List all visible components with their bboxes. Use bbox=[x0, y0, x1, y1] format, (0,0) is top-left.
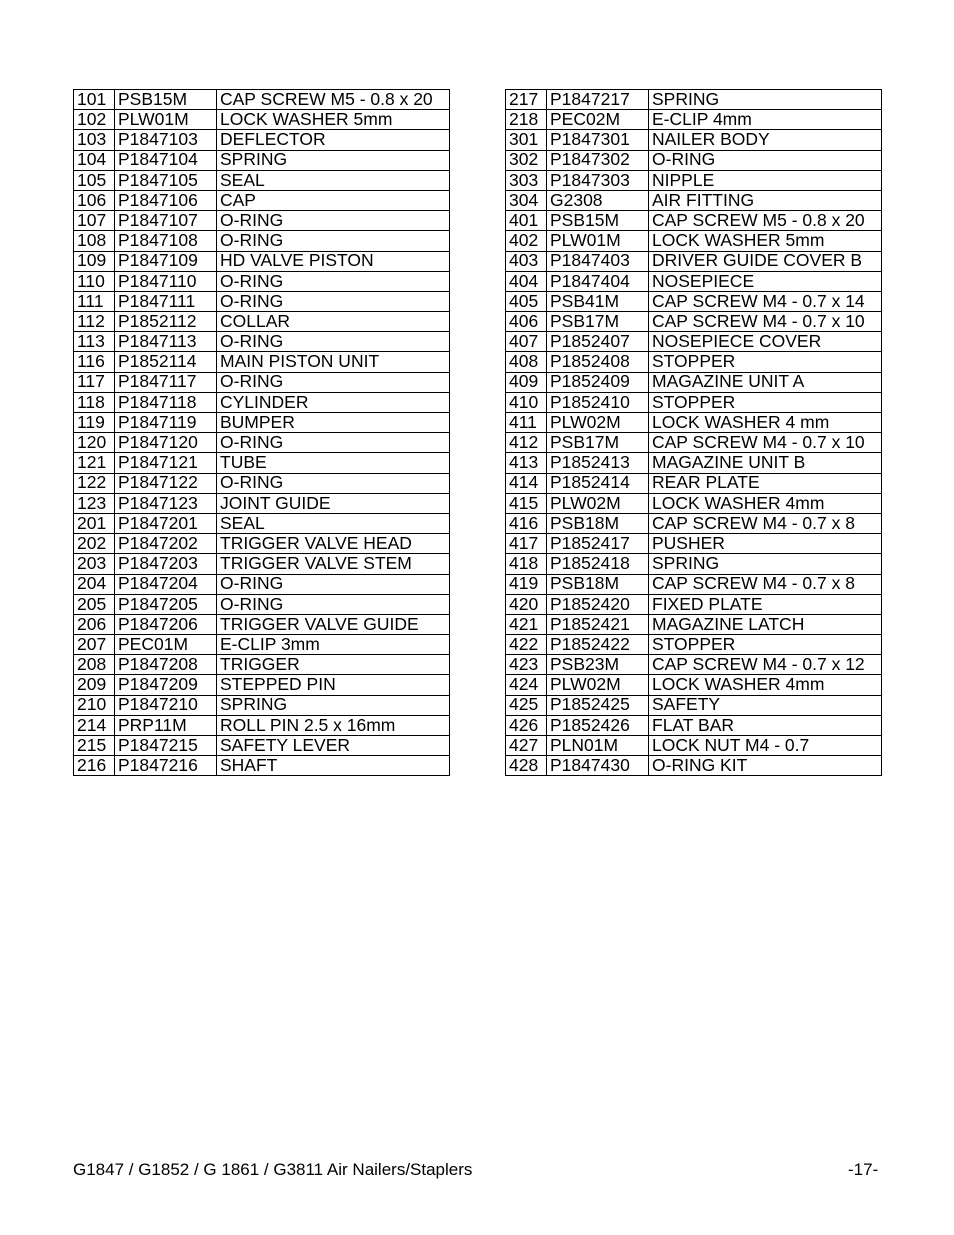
table-row bbox=[74, 554, 450, 574]
table-row bbox=[506, 312, 882, 332]
description: SEAL bbox=[217, 170, 450, 190]
table-row bbox=[506, 756, 882, 776]
ref-number: 203 bbox=[74, 554, 115, 574]
description: LOCK WASHER 5mm bbox=[649, 231, 882, 251]
ref-number: 103 bbox=[74, 130, 115, 150]
ref-number: 409 bbox=[506, 372, 547, 392]
ref-number: 411 bbox=[506, 413, 547, 433]
table-row bbox=[74, 332, 450, 352]
table-row bbox=[74, 291, 450, 311]
ref-number: 428 bbox=[506, 756, 547, 776]
description: CAP SCREW M5 - 0.8 x 20 bbox=[217, 90, 450, 110]
page-number: -17- bbox=[848, 1160, 879, 1179]
ref-number: 207 bbox=[74, 635, 115, 655]
ref-number: 404 bbox=[506, 271, 547, 291]
description: SAFETY LEVER bbox=[217, 736, 450, 756]
table-row bbox=[506, 675, 882, 695]
description: O-RING KIT bbox=[649, 756, 882, 776]
ref-number: 408 bbox=[506, 352, 547, 372]
ref-number: 120 bbox=[74, 433, 115, 453]
table-row bbox=[506, 695, 882, 715]
table-row bbox=[506, 554, 882, 574]
part-number: PEC01M bbox=[115, 635, 217, 655]
ref-number: 107 bbox=[74, 211, 115, 231]
ref-number: 425 bbox=[506, 695, 547, 715]
part-number: P1852425 bbox=[547, 695, 649, 715]
part-number: P1847105 bbox=[115, 170, 217, 190]
ref-number: 304 bbox=[506, 190, 547, 210]
table-row bbox=[74, 413, 450, 433]
part-number: P1847106 bbox=[115, 190, 217, 210]
ref-number: 209 bbox=[74, 675, 115, 695]
description: MAIN PISTON UNIT bbox=[217, 352, 450, 372]
part-number: PRP11M bbox=[115, 715, 217, 735]
table-row bbox=[74, 150, 450, 170]
table-row bbox=[506, 150, 882, 170]
part-number: PSB41M bbox=[547, 291, 649, 311]
part-number: PSB15M bbox=[547, 211, 649, 231]
ref-number: 206 bbox=[74, 614, 115, 634]
table-row bbox=[506, 332, 882, 352]
part-number: P1852418 bbox=[547, 554, 649, 574]
table-row bbox=[506, 534, 882, 554]
part-number: P1847103 bbox=[115, 130, 217, 150]
table-row bbox=[74, 534, 450, 554]
ref-number: 424 bbox=[506, 675, 547, 695]
description: BUMPER bbox=[217, 413, 450, 433]
part-number: PSB23M bbox=[547, 655, 649, 675]
description: O-RING bbox=[217, 372, 450, 392]
description: CAP SCREW M4 - 0.7 x 10 bbox=[649, 312, 882, 332]
description: CYLINDER bbox=[217, 392, 450, 412]
part-number: PLW01M bbox=[547, 231, 649, 251]
description: REAR PLATE bbox=[649, 473, 882, 493]
ref-number: 410 bbox=[506, 392, 547, 412]
description: SPRING bbox=[649, 90, 882, 110]
part-number: P1847206 bbox=[115, 614, 217, 634]
table-row bbox=[506, 433, 882, 453]
description: ROLL PIN 2.5 x 16mm bbox=[217, 715, 450, 735]
table-row bbox=[74, 211, 450, 231]
description: CAP SCREW M4 - 0.7 x 12 bbox=[649, 655, 882, 675]
ref-number: 417 bbox=[506, 534, 547, 554]
part-number: P1852417 bbox=[547, 534, 649, 554]
table-row bbox=[74, 190, 450, 210]
description: NAILER BODY bbox=[649, 130, 882, 150]
ref-number: 402 bbox=[506, 231, 547, 251]
table-row bbox=[506, 413, 882, 433]
description: SHAFT bbox=[217, 756, 450, 776]
part-number: PSB15M bbox=[115, 90, 217, 110]
description: CAP SCREW M4 - 0.7 x 8 bbox=[649, 574, 882, 594]
ref-number: 109 bbox=[74, 251, 115, 271]
table-row bbox=[506, 715, 882, 735]
part-number: PSB17M bbox=[547, 433, 649, 453]
description: O-RING bbox=[217, 433, 450, 453]
part-number: P1847301 bbox=[547, 130, 649, 150]
ref-number: 118 bbox=[74, 392, 115, 412]
table-row bbox=[506, 473, 882, 493]
table-row bbox=[74, 433, 450, 453]
table-row bbox=[74, 251, 450, 271]
description: DRIVER GUIDE COVER B bbox=[649, 251, 882, 271]
description: STOPPER bbox=[649, 635, 882, 655]
table-row bbox=[506, 614, 882, 634]
part-number: P1847209 bbox=[115, 675, 217, 695]
description: LOCK WASHER 4mm bbox=[649, 675, 882, 695]
table-row bbox=[506, 110, 882, 130]
ref-number: 205 bbox=[74, 594, 115, 614]
part-number: P1847120 bbox=[115, 433, 217, 453]
table-row bbox=[74, 574, 450, 594]
description: JOINT GUIDE bbox=[217, 493, 450, 513]
part-number: P1847302 bbox=[547, 150, 649, 170]
ref-number: 413 bbox=[506, 453, 547, 473]
part-number: P1852114 bbox=[115, 352, 217, 372]
ref-number: 112 bbox=[74, 312, 115, 332]
table-row bbox=[74, 695, 450, 715]
description: O-RING bbox=[217, 332, 450, 352]
part-number: PSB18M bbox=[547, 513, 649, 533]
description: PUSHER bbox=[649, 534, 882, 554]
description: LOCK NUT M4 - 0.7 bbox=[649, 736, 882, 756]
ref-number: 123 bbox=[74, 493, 115, 513]
table-row bbox=[506, 130, 882, 150]
part-number: P1847110 bbox=[115, 271, 217, 291]
description: TRIGGER VALVE GUIDE bbox=[217, 614, 450, 634]
part-number: P1852410 bbox=[547, 392, 649, 412]
ref-number: 403 bbox=[506, 251, 547, 271]
description: NOSEPIECE bbox=[649, 271, 882, 291]
table-row bbox=[506, 574, 882, 594]
table-row bbox=[506, 372, 882, 392]
description: CAP SCREW M4 - 0.7 x 14 bbox=[649, 291, 882, 311]
table-row bbox=[74, 655, 450, 675]
part-number: P1847121 bbox=[115, 453, 217, 473]
description: O-RING bbox=[217, 271, 450, 291]
table-row bbox=[74, 675, 450, 695]
table-row bbox=[74, 110, 450, 130]
table-row bbox=[74, 312, 450, 332]
description: NOSEPIECE COVER bbox=[649, 332, 882, 352]
ref-number: 303 bbox=[506, 170, 547, 190]
part-number: PLW02M bbox=[547, 493, 649, 513]
description: SPRING bbox=[217, 150, 450, 170]
part-number: P1847107 bbox=[115, 211, 217, 231]
part-number: P1847201 bbox=[115, 513, 217, 533]
part-number: P1847203 bbox=[115, 554, 217, 574]
ref-number: 407 bbox=[506, 332, 547, 352]
description: TRIGGER VALVE STEM bbox=[217, 554, 450, 574]
ref-number: 108 bbox=[74, 231, 115, 251]
description: CAP SCREW M5 - 0.8 x 20 bbox=[649, 211, 882, 231]
part-number: P1847403 bbox=[547, 251, 649, 271]
ref-number: 415 bbox=[506, 493, 547, 513]
part-number: P1847204 bbox=[115, 574, 217, 594]
ref-number: 102 bbox=[74, 110, 115, 130]
table-row bbox=[74, 594, 450, 614]
table-row bbox=[74, 635, 450, 655]
table-row bbox=[74, 756, 450, 776]
table-row bbox=[506, 453, 882, 473]
ref-number: 418 bbox=[506, 554, 547, 574]
description: E-CLIP 3mm bbox=[217, 635, 450, 655]
part-number: P1847111 bbox=[115, 291, 217, 311]
part-number: P1847430 bbox=[547, 756, 649, 776]
part-number: PLW02M bbox=[547, 675, 649, 695]
ref-number: 105 bbox=[74, 170, 115, 190]
part-number: PLN01M bbox=[547, 736, 649, 756]
description: LOCK WASHER 4mm bbox=[649, 493, 882, 513]
description: CAP SCREW M4 - 0.7 x 10 bbox=[649, 433, 882, 453]
ref-number: 104 bbox=[74, 150, 115, 170]
description: CAP bbox=[217, 190, 450, 210]
part-number: P1852420 bbox=[547, 594, 649, 614]
part-number: P1847113 bbox=[115, 332, 217, 352]
description: TUBE bbox=[217, 453, 450, 473]
ref-number: 216 bbox=[74, 756, 115, 776]
part-number: P1847117 bbox=[115, 372, 217, 392]
ref-number: 201 bbox=[74, 513, 115, 533]
part-number: P1852112 bbox=[115, 312, 217, 332]
description: TRIGGER bbox=[217, 655, 450, 675]
table-row bbox=[74, 130, 450, 150]
table-row bbox=[506, 231, 882, 251]
ref-number: 117 bbox=[74, 372, 115, 392]
ref-number: 215 bbox=[74, 736, 115, 756]
part-number: P1852422 bbox=[547, 635, 649, 655]
table-row bbox=[74, 271, 450, 291]
table-row bbox=[74, 90, 450, 110]
table-row bbox=[506, 271, 882, 291]
ref-number: 113 bbox=[74, 332, 115, 352]
table-row bbox=[506, 211, 882, 231]
description: O-RING bbox=[217, 231, 450, 251]
description: MAGAZINE UNIT B bbox=[649, 453, 882, 473]
description: STEPPED PIN bbox=[217, 675, 450, 695]
part-number: P1847118 bbox=[115, 392, 217, 412]
description: DEFLECTOR bbox=[217, 130, 450, 150]
table-row bbox=[506, 251, 882, 271]
part-number: P1852413 bbox=[547, 453, 649, 473]
ref-number: 110 bbox=[74, 271, 115, 291]
table-row bbox=[506, 513, 882, 533]
description: O-RING bbox=[649, 150, 882, 170]
part-number: P1852426 bbox=[547, 715, 649, 735]
part-number: PSB17M bbox=[547, 312, 649, 332]
description: O-RING bbox=[217, 291, 450, 311]
ref-number: 416 bbox=[506, 513, 547, 533]
description: STOPPER bbox=[649, 392, 882, 412]
table-row bbox=[74, 231, 450, 251]
part-number: P1847122 bbox=[115, 473, 217, 493]
part-number: P1847208 bbox=[115, 655, 217, 675]
parts-table-left bbox=[73, 89, 450, 776]
ref-number: 422 bbox=[506, 635, 547, 655]
table-row bbox=[74, 473, 450, 493]
table-row bbox=[74, 352, 450, 372]
table-row bbox=[506, 736, 882, 756]
description: MAGAZINE LATCH bbox=[649, 614, 882, 634]
part-number: PEC02M bbox=[547, 110, 649, 130]
part-number: P1852414 bbox=[547, 473, 649, 493]
part-number: P1847108 bbox=[115, 231, 217, 251]
description: LOCK WASHER 4 mm bbox=[649, 413, 882, 433]
ref-number: 419 bbox=[506, 574, 547, 594]
part-number: P1847119 bbox=[115, 413, 217, 433]
ref-number: 420 bbox=[506, 594, 547, 614]
part-number: P1847217 bbox=[547, 90, 649, 110]
ref-number: 301 bbox=[506, 130, 547, 150]
description: AIR FITTING bbox=[649, 190, 882, 210]
ref-number: 423 bbox=[506, 655, 547, 675]
ref-number: 405 bbox=[506, 291, 547, 311]
table-row bbox=[506, 291, 882, 311]
table-row bbox=[74, 715, 450, 735]
table-row bbox=[506, 352, 882, 372]
part-number: P1847215 bbox=[115, 736, 217, 756]
part-number: PLW01M bbox=[115, 110, 217, 130]
description: STOPPER bbox=[649, 352, 882, 372]
table-row bbox=[74, 453, 450, 473]
table-row bbox=[74, 372, 450, 392]
description: O-RING bbox=[217, 574, 450, 594]
table-row bbox=[506, 170, 882, 190]
ref-number: 427 bbox=[506, 736, 547, 756]
description: SAFETY bbox=[649, 695, 882, 715]
table-row bbox=[74, 736, 450, 756]
ref-number: 111 bbox=[74, 291, 115, 311]
ref-number: 121 bbox=[74, 453, 115, 473]
footer-title: G1847 / G1852 / G 1861 / G3811 Air Nailers/Staplers bbox=[73, 1160, 473, 1179]
part-number: P1852421 bbox=[547, 614, 649, 634]
ref-number: 406 bbox=[506, 312, 547, 332]
part-number: P1847210 bbox=[115, 695, 217, 715]
ref-number: 208 bbox=[74, 655, 115, 675]
parts-table-right bbox=[505, 89, 882, 776]
table-row bbox=[74, 392, 450, 412]
ref-number: 401 bbox=[506, 211, 547, 231]
ref-number: 214 bbox=[74, 715, 115, 735]
description: E-CLIP 4mm bbox=[649, 110, 882, 130]
table-row bbox=[506, 190, 882, 210]
table-row bbox=[506, 635, 882, 655]
description: COLLAR bbox=[217, 312, 450, 332]
part-number: P1847123 bbox=[115, 493, 217, 513]
ref-number: 122 bbox=[74, 473, 115, 493]
table-row bbox=[506, 594, 882, 614]
table-row bbox=[74, 614, 450, 634]
table-row bbox=[74, 493, 450, 513]
part-number: P1852407 bbox=[547, 332, 649, 352]
ref-number: 414 bbox=[506, 473, 547, 493]
ref-number: 412 bbox=[506, 433, 547, 453]
description: HD VALVE PISTON bbox=[217, 251, 450, 271]
table-row bbox=[74, 170, 450, 190]
description: TRIGGER VALVE HEAD bbox=[217, 534, 450, 554]
description: O-RING bbox=[217, 211, 450, 231]
ref-number: 119 bbox=[74, 413, 115, 433]
part-number: P1847216 bbox=[115, 756, 217, 776]
part-number: P1847202 bbox=[115, 534, 217, 554]
part-number: P1847404 bbox=[547, 271, 649, 291]
part-number: PLW02M bbox=[547, 413, 649, 433]
ref-number: 302 bbox=[506, 150, 547, 170]
table-row bbox=[506, 392, 882, 412]
part-number: G2308 bbox=[547, 190, 649, 210]
part-number: P1847109 bbox=[115, 251, 217, 271]
part-number: P1852408 bbox=[547, 352, 649, 372]
description: O-RING bbox=[217, 473, 450, 493]
table-row bbox=[506, 655, 882, 675]
description: MAGAZINE UNIT A bbox=[649, 372, 882, 392]
part-number: P1847205 bbox=[115, 594, 217, 614]
ref-number: 210 bbox=[74, 695, 115, 715]
ref-number: 116 bbox=[74, 352, 115, 372]
ref-number: 101 bbox=[74, 90, 115, 110]
description: FLAT BAR bbox=[649, 715, 882, 735]
ref-number: 426 bbox=[506, 715, 547, 735]
part-number: P1852409 bbox=[547, 372, 649, 392]
ref-number: 202 bbox=[74, 534, 115, 554]
description: NIPPLE bbox=[649, 170, 882, 190]
part-number: P1847303 bbox=[547, 170, 649, 190]
table-row bbox=[506, 90, 882, 110]
ref-number: 421 bbox=[506, 614, 547, 634]
part-number: P1847104 bbox=[115, 150, 217, 170]
description: LOCK WASHER 5mm bbox=[217, 110, 450, 130]
part-number: PSB18M bbox=[547, 574, 649, 594]
ref-number: 204 bbox=[74, 574, 115, 594]
ref-number: 218 bbox=[506, 110, 547, 130]
description: SPRING bbox=[217, 695, 450, 715]
table-row bbox=[74, 513, 450, 533]
description: CAP SCREW M4 - 0.7 x 8 bbox=[649, 513, 882, 533]
ref-number: 217 bbox=[506, 90, 547, 110]
description: FIXED PLATE bbox=[649, 594, 882, 614]
ref-number: 106 bbox=[74, 190, 115, 210]
description: SEAL bbox=[217, 513, 450, 533]
description: SPRING bbox=[649, 554, 882, 574]
table-row bbox=[506, 493, 882, 513]
description: O-RING bbox=[217, 594, 450, 614]
